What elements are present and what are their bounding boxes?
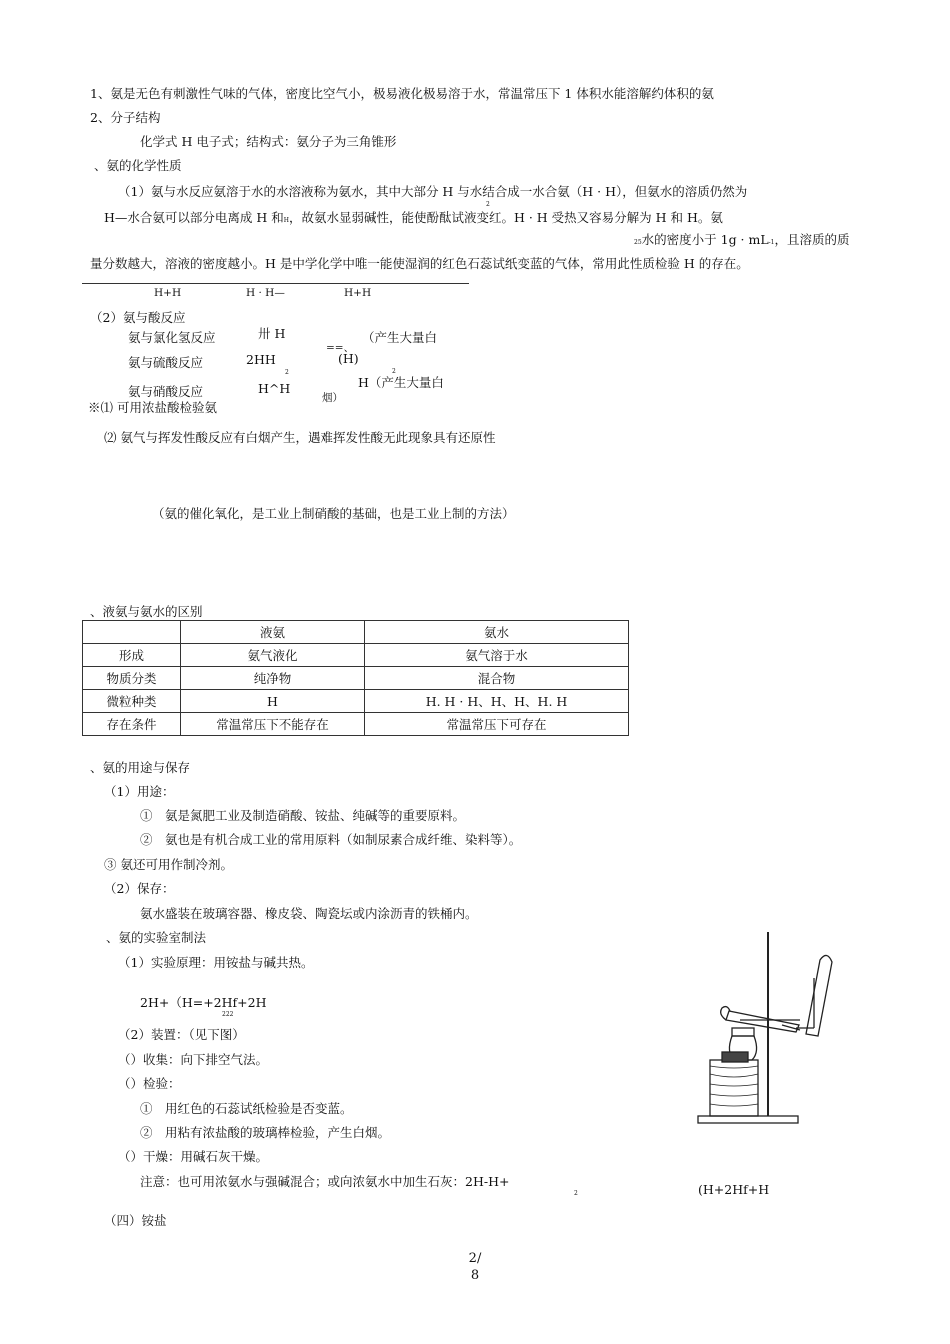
acid-h2so4-equation: 2HH <box>246 352 276 367</box>
equation-part: H · H— <box>246 287 285 299</box>
catalytic-oxidation-note: （氨的催化氧化，是工业上制硝酸的基础，也是工业上制的方法） <box>152 506 515 521</box>
equation-part: H+H <box>344 287 372 299</box>
page-number-part: 8 <box>470 1267 480 1283</box>
para-ammonia-water: （1）氨与水反应氨溶于水的水溶液称为氨水，其中大部分 H 与水结合成一水合氨（H · H），但氨水的溶质仍然为 <box>118 184 748 199</box>
lab-test-2: ② 用粘有浓盐酸的玻璃棒检验，产生白烟。 <box>140 1125 391 1140</box>
heading-acid-reaction: （2）氨与酸反应 <box>90 310 186 325</box>
subscript: 2 <box>392 368 396 375</box>
table-header-row <box>83 621 629 644</box>
subscript: 222 <box>222 1011 234 1018</box>
usage-item-3: ③ 氨还可用作制冷剂。 <box>104 857 233 872</box>
subscript: 2 <box>285 369 289 376</box>
lab-note-equation: (H+2Hf+H <box>698 1182 770 1197</box>
para-formula: 化学式 H 电子式；结构式：氨分子为三角锥形 <box>140 134 397 149</box>
acid-h2so4-label: 氨与硫酸反应 <box>128 355 204 370</box>
wood-grain <box>710 1066 758 1106</box>
table-row <box>83 667 629 690</box>
acid-hno3-equation: H^H <box>258 381 291 396</box>
divider <box>82 283 469 284</box>
lab-test: （）检验： <box>118 1076 181 1091</box>
heading-liquid-vs-water: 、液氨与氨水的区别 <box>90 604 203 619</box>
usage-storage: （2）保存： <box>104 881 175 896</box>
heading-chemical-properties: 、氨的化学性质 <box>94 158 182 173</box>
acid-hcl-note: （产生大量白 <box>362 330 438 345</box>
test-tube <box>726 1011 799 1032</box>
table-cell: 氨气液化 <box>181 644 365 667</box>
lab-equation: 2H+（H=+2Hf+2H <box>140 995 267 1010</box>
table-row <box>83 690 629 713</box>
lamp-base <box>722 1052 748 1062</box>
equation-mark: ==、 <box>326 342 355 354</box>
acid-hno3-label: 氨与硝酸反应 <box>128 384 204 399</box>
table-cell: H. H · H、H、H、H. H <box>365 690 629 713</box>
acid-h2so4-product: (H) <box>338 351 359 366</box>
table-cell: 常温常压下可存在 <box>365 713 629 736</box>
usage-item-1: ① 氨是氮肥工业及制造硝酸、铵盐、纯碱等的重要原料。 <box>140 808 466 823</box>
heading-molecular-structure: 2、分子结构 <box>90 110 161 125</box>
equation-mark: 烟） <box>322 392 343 404</box>
para-ammonia-properties: 1、氨是无色有刺激性气味的气体，密度比空气小，极易液化极易溶于水，常温常压下 1 体积水能溶解约体积的氨 <box>90 86 714 101</box>
heading-usage: 、氨的用途与保存 <box>90 760 191 775</box>
para-ionization: H—水合氨可以部分电离成 H 和H，故氨水显弱碱性，能使酚酞试液变红。H · H 受热又容易分解为 H 和 H。氨 <box>104 210 723 225</box>
stand-base <box>698 1116 798 1123</box>
heading-lab-prep: 、氨的实验室制法 <box>106 930 207 945</box>
usage-storage-text: 氨水盛装在玻璃容器、橡皮袋、陶瓷坛或内涂沥青的铁桶内。 <box>140 906 478 921</box>
collecting-tube <box>806 955 832 1036</box>
para-density: 25水的密度小于 1g · mL-1，且溶质的质 <box>634 232 850 247</box>
subscript: 2 <box>574 1190 578 1197</box>
subscript: 2 <box>486 201 490 208</box>
table-cell: H <box>181 690 365 713</box>
table-cell <box>83 621 181 644</box>
table-cell: 氨气溶于水 <box>365 644 629 667</box>
table-cell: 混合物 <box>365 667 629 690</box>
lab-test-1: ① 用红色的石蕊试纸检验是否变蓝。 <box>140 1101 353 1116</box>
lab-apparatus: （2）装置：（见下图） <box>118 1027 245 1042</box>
lab-apparatus-diagram <box>696 928 836 1128</box>
usage-item-2: ② 氨也是有机合成工业的常用原料（如制尿素合成纤维、染料等）。 <box>140 832 522 847</box>
lab-drying: （）干燥：用碱石灰干燥。 <box>118 1149 269 1164</box>
table-row <box>83 644 629 667</box>
table-row <box>83 713 629 736</box>
lab-note: 注意：也可用浓氨水与强碱混合；或向浓氨水中加生石灰：2H-H+ <box>140 1174 510 1189</box>
comparison-table <box>82 620 629 736</box>
table-cell: 纯净物 <box>181 667 365 690</box>
lab-collection: （）收集：向下排空气法。 <box>118 1052 269 1067</box>
para-detection: 量分数越大，溶液的密度越小。H 是中学化学中唯一能使湿润的红色石蕊试纸变蓝的气体，常用此性质检验 H 的存在。 <box>90 256 749 271</box>
page-number-part: 2/ <box>468 1251 482 1266</box>
heading-ammonium-salts: （四）铵盐 <box>104 1213 167 1228</box>
acid-hno3-note: H（产生大量白 <box>358 375 444 390</box>
table-cell: 常温常压下不能存在 <box>181 713 365 736</box>
page-number <box>460 1251 490 1285</box>
table-cell: 存在条件 <box>83 713 181 736</box>
table-header-cell: 氨水 <box>365 621 629 644</box>
usage-uses: （1）用途： <box>104 784 175 799</box>
table-header-cell: 液氨 <box>181 621 365 644</box>
lab-principle: （1）实验原理：用铵盐与碱共热。 <box>118 955 314 970</box>
note-hcl-test: ※⑴ 可用浓盐酸检验氨 <box>88 400 217 415</box>
acid-hcl-equation: 卅 H <box>258 326 286 341</box>
note-white-smoke: ⑵ 氨气与挥发性酸反应有白烟产生，遇难挥发性酸无此现象具有还原性 <box>104 430 496 445</box>
equation-part: H+H <box>154 287 182 299</box>
acid-hcl-label: 氨与氯化氢反应 <box>128 330 216 345</box>
table-cell: 微粒种类 <box>83 690 181 713</box>
table-cell: 物质分类 <box>83 667 181 690</box>
table-cell: 形成 <box>83 644 181 667</box>
lamp-wick-holder <box>732 1028 754 1036</box>
